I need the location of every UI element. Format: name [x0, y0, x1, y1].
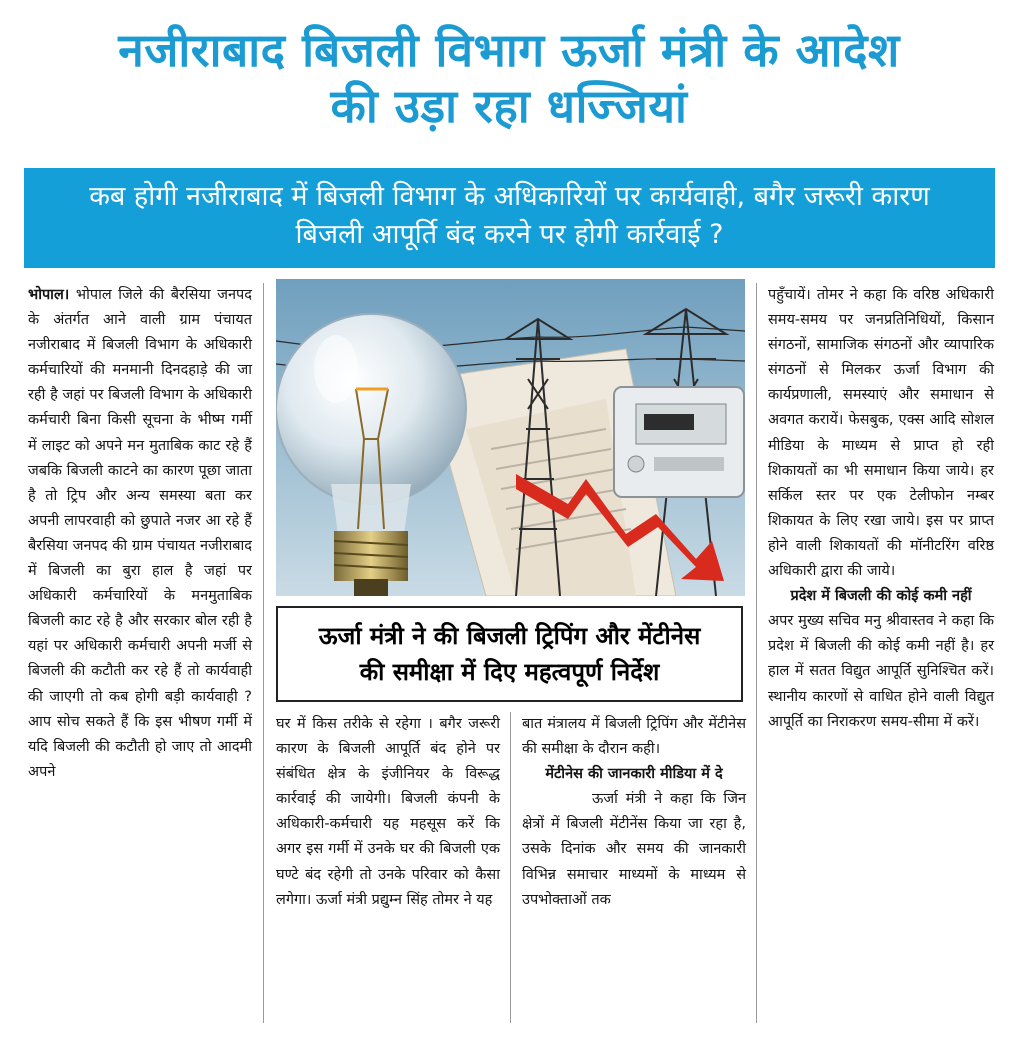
article-column-4: [768, 283, 994, 735]
pull-quote-line-1: ऊर्जा मंत्री ने की बिजली ट्रिपिंग और मेंटीनेस: [318, 622, 701, 650]
column-divider: [510, 712, 511, 1023]
article-text-col2: घर में किस तरीके से रहेगा । बगैर जरूरी कारण के बिजली आपूर्ति बंद होने पर संबंधित क्षेत्र के इंजीनियर के विरूद्ध कार्रवाई की जायेगी। बिजली कंपनी के अधिकारी-कर्मचारी यह महसूस करें कि अगर इस गर्मी में उनके घर की बिजली एक घण्टे बंद रहेगी तो उनके परिवार को कैसा लगेगा। ऊर्जा मंत्री प्रद्युम्न सिंह तोमर ने यह: [276, 716, 500, 908]
article-column-3: [522, 712, 746, 913]
subheadline-banner: [24, 168, 995, 268]
article-column-2: [276, 712, 500, 913]
article-text-col3-p2: ऊर्जा मंत्री ने कहा कि जिन क्षेत्रों में बिजली मेंटीनेंस किया जा रहा है, उसके दिनांक और समय की जानकारी विभिन्न समाचार माध्यमों के माध्यम से उपभोक्ताओं तक: [522, 791, 746, 908]
article-photo: [276, 279, 745, 596]
column-divider: [263, 283, 264, 1023]
subhead-no-shortage: प्रदेश में बिजली की कोई कमी नहीं: [790, 588, 972, 605]
dateline: भोपाल।: [28, 287, 70, 303]
column-divider: [756, 283, 757, 1023]
electricity-meter-icon: [614, 387, 744, 497]
article-column-1: [28, 283, 252, 785]
subheadline-line-1: कब होगी नजीराबाद में बिजली विभाग के अधिकारियों पर कार्यवाही, बगैर जरूरी कारण: [89, 181, 930, 212]
headline-line-2: की उड़ा रहा धज्जियां: [330, 79, 688, 133]
headline: [0, 22, 1018, 134]
article-text-col4-p2: अपर मुख्य सचिव मनु श्रीवास्तव ने कहा कि प्रदेश में बिजली की कोई कमी नहीं है। हर हाल में सतत विद्युत आपूर्ति सुनिश्चित करें। स्थानीय कारणों से वाधित होने वाली विद्युत आपूर्ति का निराकरण समय-सीमा में करें।: [768, 613, 994, 730]
article-text-col4-p1: पहुँचायें। तोमर ने कहा कि वरिष्ठ अधिकारी समय-समय पर जनप्रतिनिधियों, किसान संगठनों, सामाजिक संगठनों और व्यापारिक संगठनों से मिलकर ऊर्जा विभाग की कार्यप्रणाली, समस्याएं और समाधान से अवगत करायें। फेसबुक, एक्स आदि सोशल मीडिया के माध्यम से प्राप्त हो रही शिकायतों का भी समाधान किया जाये। हर सर्किल स्तर पर एक टेलीफोन नम्बर शिकायत के लिए रखा जाये। इस पर प्राप्त होने वाली शिकायतों की मॉनीटरिंग वरिष्ठ अधिकारी द्वारा की जाये।: [768, 287, 994, 580]
subheadline-line-2: बिजली आपूर्ति बंद करने पर होगी कार्रवाई ?: [295, 219, 724, 250]
subhead-maintenance-media: मेंटीनेस की जानकारी मीडिया में दे: [545, 766, 723, 783]
article-text-col3-p1: बात मंत्रालय में बिजली ट्रिपिंग और मेंटीनेस की समीक्षा के दौरान कही।: [522, 716, 746, 758]
pull-quote-line-2: की समीक्षा में दिए महत्वपूर्ण निर्देश: [359, 658, 660, 686]
pull-quote-box: [276, 606, 743, 702]
headline-line-1: नजीराबाद बिजली विभाग ऊर्जा मंत्री के आदेश: [118, 23, 900, 77]
article-text-col1: भोपाल जिले की बैरसिया जनपद के अंतर्गत आने वाली ग्राम पंचायत नजीराबाद में बिजली विभाग के अधिकारी कर्मचारियों की मनमानी दिनदहाड़े की जा रही है जहां पर बिजली विभाग के अधिकारी कर्मचारी बिना किसी सूचना के भीष्म गर्मी में लाइट को अपने मन मुताबिक काट रहे हैं जबकि बिजली काटने का कारण पूछा जाता है तो ट्रिप और अन्य समस्या बता कर अपनी लापरवाही को छुपाते नजर आ रहे हैं बैरसिया जनपद की ग्राम पंचायत नजीराबाद में बिजली का बुरा हाल है जहां पर अधिकारी कर्मचारियों के मनमुताबिक बिजली काट रहे है और सरकार बोल रही है यहां पर अधिकारी कर्मचारी अपनी मर्जी से बिजली की कटौती कर रहे हैं तो कार्यवाही की जाएगी तो कब होगी बड़ी कार्यवाही ? आप सोच सकते हैं कि इस भीषण गर्मी में यदि बिजली की कटौती हो जाए तो आदमी अपने: [28, 287, 252, 780]
